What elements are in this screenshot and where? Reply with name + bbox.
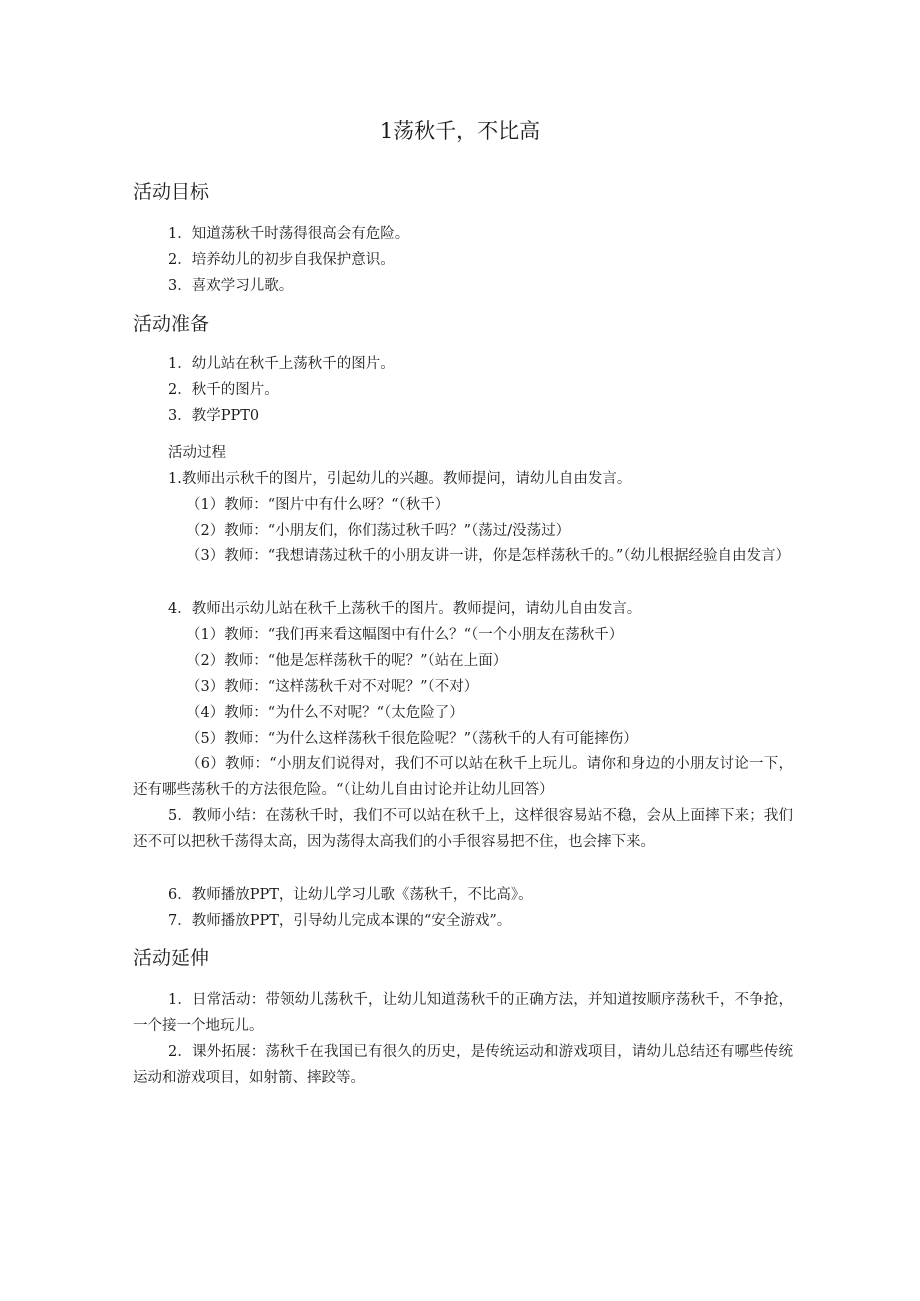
- process-question: （2）教师：“小朋友们，你们荡过秋千吗？”（荡过/没荡过）: [186, 523, 571, 539]
- section-heading-extension: 活动延伸: [133, 947, 210, 969]
- process-question: （4）教师：“为什么不对呢？“（太危险了）: [186, 705, 464, 721]
- goal-item: 3．喜欢学习儿歌。: [168, 278, 294, 294]
- process-step: 1.教师出示秋千的图片，引起幼儿的兴趣。教师提问，请幼儿自由发言。: [168, 471, 632, 487]
- process-question: （6）教师：“小朋友们说得对，我们不可以站在秋千上玩儿。请你和身边的小朋友讨论一下，还有哪些荡秋千的方法很危险。“（让幼儿自由讨论并让幼儿回答）: [133, 756, 793, 798]
- extension-item: 2．课外拓展：荡秋千在我国已有很久的历史，是传统运动和游戏项目，请幼儿总结还有哪些传统运动和游戏项目，如射箭、摔跤等。: [133, 1044, 793, 1086]
- process-question: （3）教师：“我想请荡过秋千的小朋友讲一讲，你是怎样荡秋千的。”（幼儿根据经验自由发言）: [186, 548, 791, 564]
- process-question: （3）教师：“这样荡秋千对不对呢？”（不对）: [186, 679, 479, 695]
- process-step: 4．教师出示幼儿站在秋千上荡秋千的图片。教师提问，请幼儿自由发言。: [168, 601, 642, 617]
- section-heading-goals: 活动目标: [133, 181, 210, 203]
- prep-item: 3．教学PPT0: [168, 408, 260, 424]
- process-question: （5）教师：“为什么这样荡秋千很危险呢？”（荡秋千的人有可能摔伤）: [186, 731, 638, 747]
- process-question: （2）教师：“他是怎样荡秋千的呢？”（站在上面）: [186, 653, 508, 669]
- process-step: 5．教师小结：在荡秋千时，我们不可以站在秋千上，这样很容易站不稳，会从上面摔下来；我们还不可以把秋千荡得太高，因为荡得太高我们的小手很容易把不住，也会摔下来。: [133, 808, 793, 850]
- goal-item: 1．知道荡秋千时荡得很高会有危险。: [168, 226, 410, 242]
- section-heading-process: 活动过程: [168, 445, 226, 461]
- process-question: （1）教师：“图片中有什么呀？“（秋千）: [186, 497, 450, 513]
- process-step: 6．教师播放PPT，让幼儿学习儿歌《荡秋千，不比高》。: [168, 887, 533, 903]
- document-title: 1荡秋千，不比高: [379, 119, 541, 143]
- process-question: （1）教师：“我们再来看这幅图中有什么？“（一个小朋友在荡秋千）: [186, 627, 624, 643]
- prep-item: 1．幼儿站在秋千上荡秋千的图片。: [168, 356, 395, 372]
- prep-item: 2．秋千的图片。: [168, 382, 279, 398]
- extension-item: 1．日常活动：带领幼儿荡秋千，让幼儿知道荡秋千的正确方法，并知道按顺序荡秋千，不争抢，一个接一个地玩儿。: [133, 992, 793, 1034]
- goal-item: 2．培养幼儿的初步自我保护意识。: [168, 252, 395, 268]
- section-heading-prep: 活动准备: [133, 313, 210, 335]
- process-step: 7．教师播放PPT，引导幼儿完成本课的“安全游戏”。: [168, 913, 512, 929]
